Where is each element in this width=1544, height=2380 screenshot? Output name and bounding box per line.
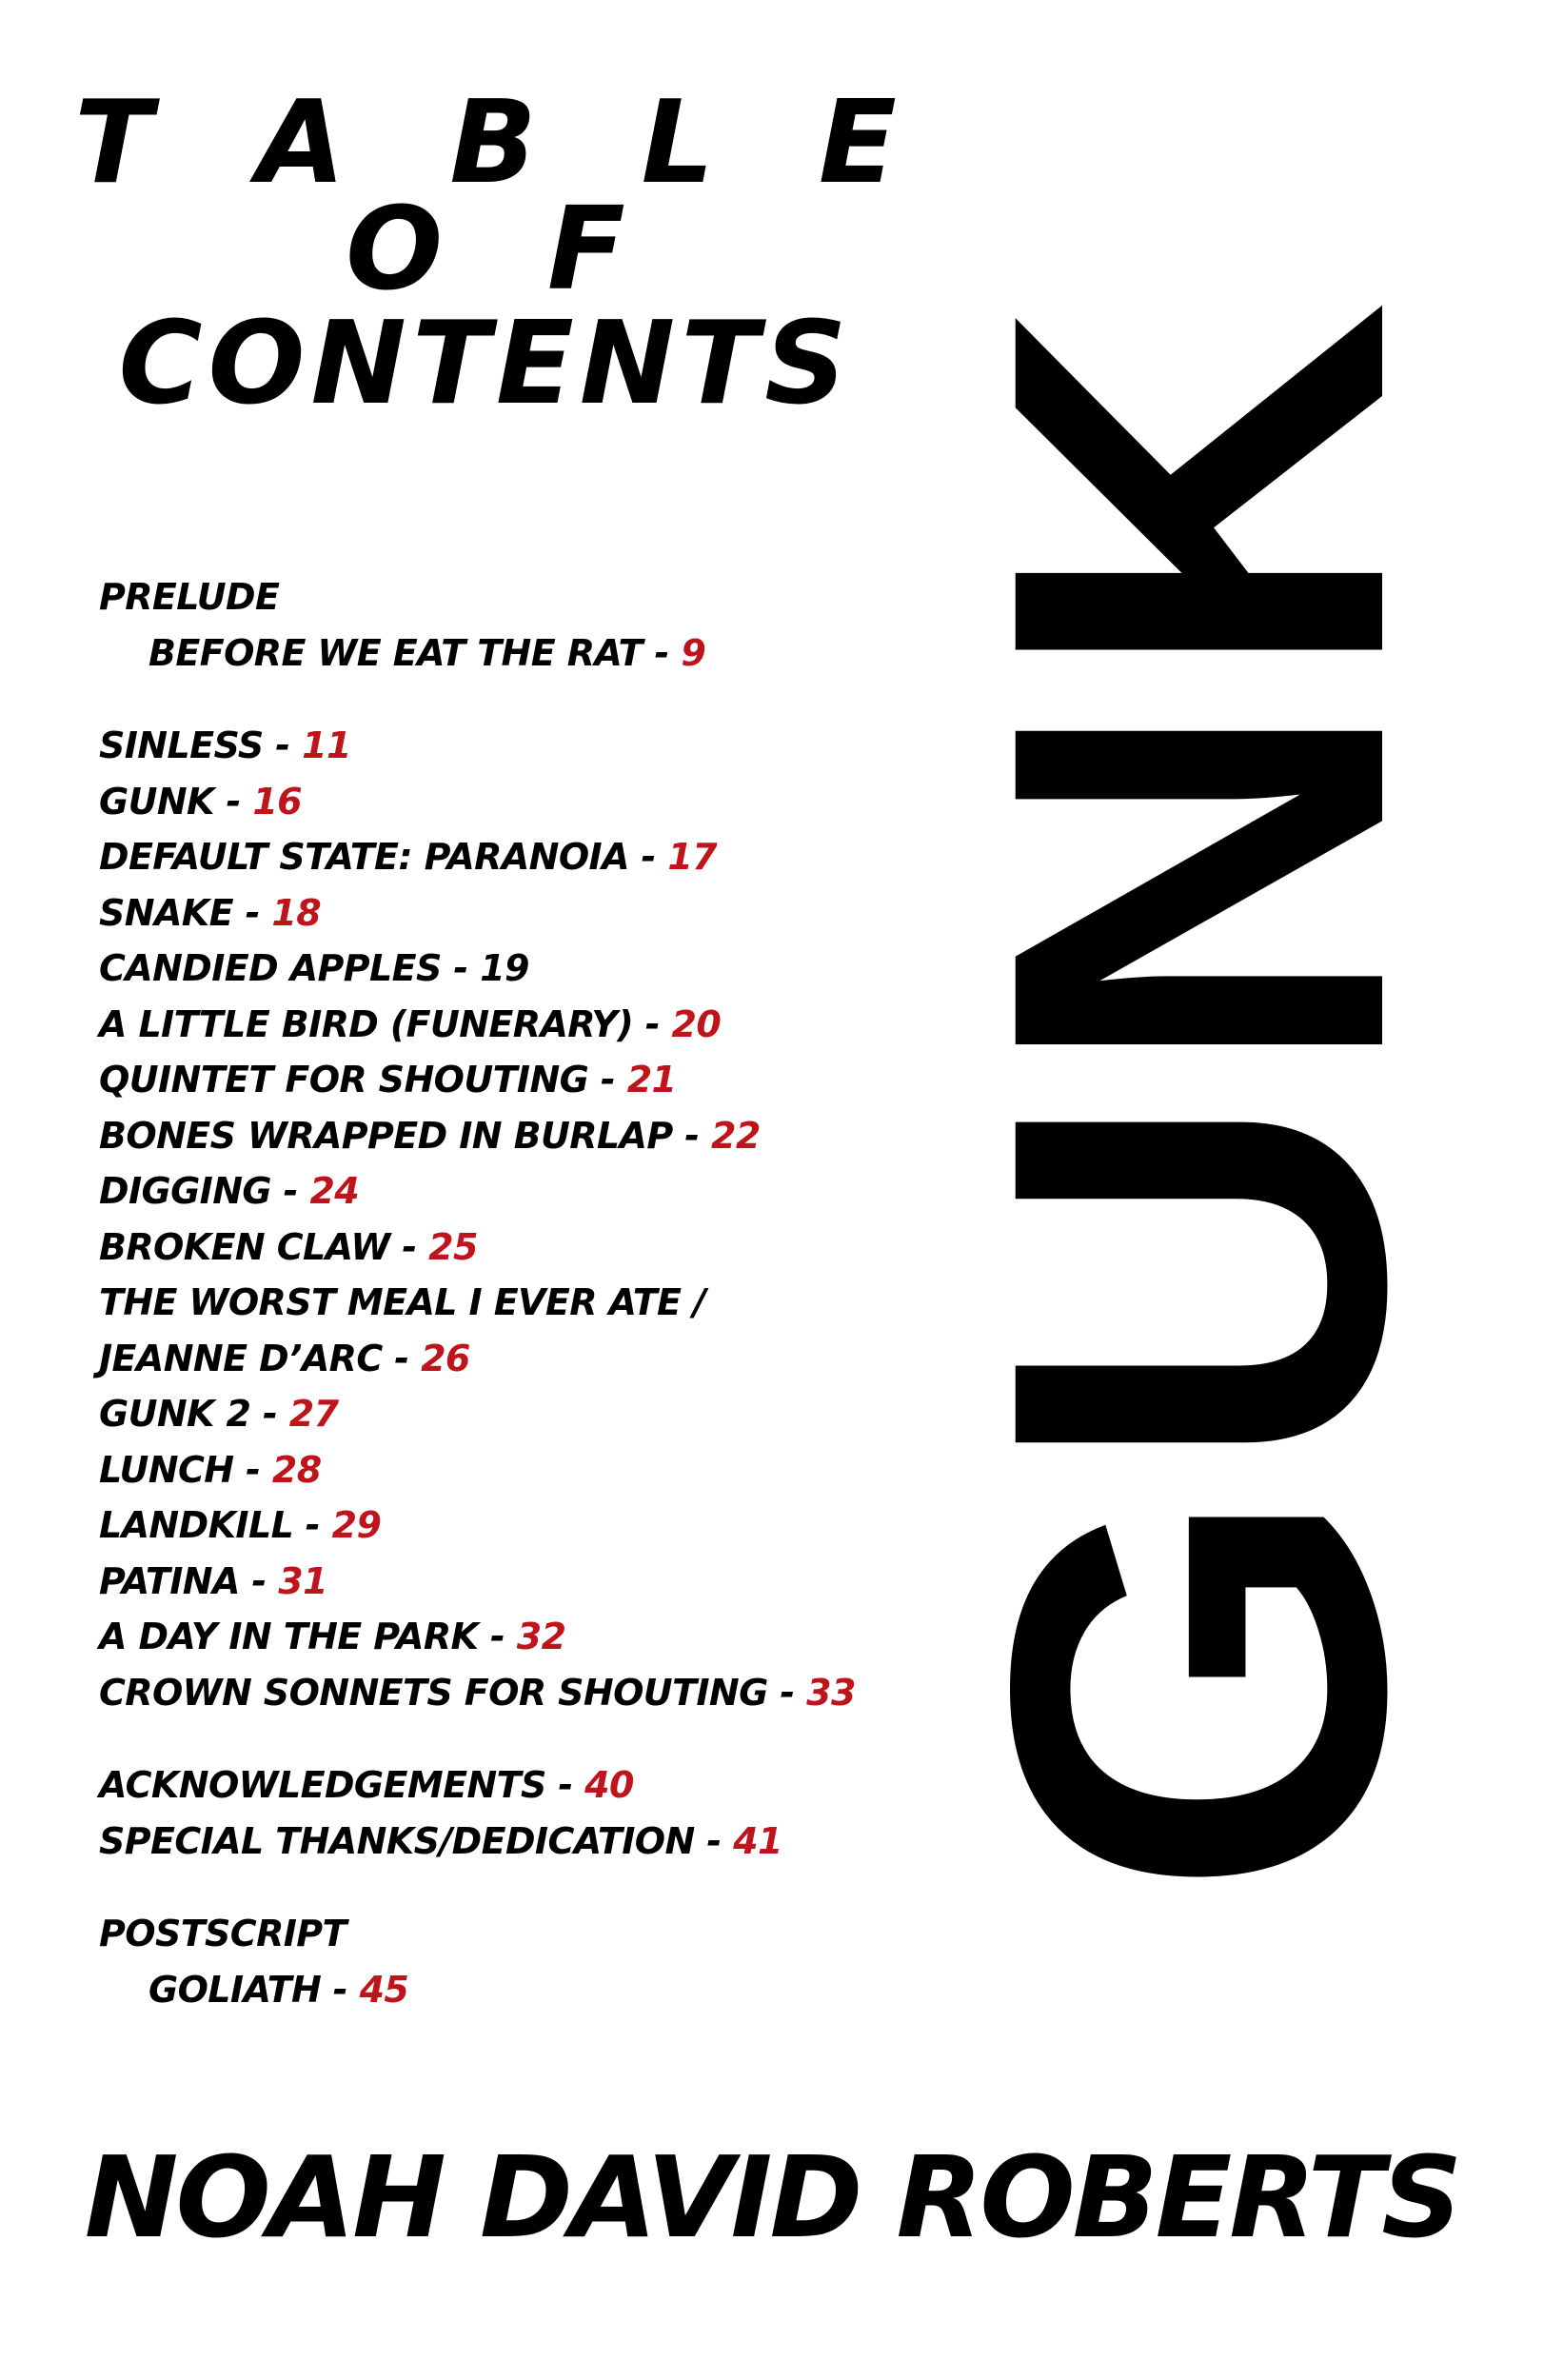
toc-entry-crown-sonnets xyxy=(99,1665,956,1721)
toc-entry-page: 26 xyxy=(421,1337,470,1379)
toc-entry-page: 11 xyxy=(302,724,351,766)
toc-entry-title: A DAY IN THE PARK - xyxy=(99,1616,517,1657)
toc-entry-title: ACKNOWLEDGEMENTS - xyxy=(99,1764,585,1806)
toc-heading-line-2: O F xyxy=(346,184,658,316)
toc-entry-snake xyxy=(99,885,956,942)
toc-entry-page: 21 xyxy=(626,1059,677,1101)
toc-entry-acknowledgements xyxy=(99,1757,956,1814)
toc-entry-patina xyxy=(99,1554,956,1610)
toc-entry-title: THE WORST MEAL I EVER ATE / xyxy=(99,1281,706,1323)
toc-entry-jeanne-darc xyxy=(99,1331,956,1387)
toc-heading xyxy=(57,77,929,430)
toc-entry-prelude xyxy=(99,569,956,625)
toc-entry-title: GUNK - xyxy=(99,780,253,823)
toc-entry-title: BONES WRAPPED IN BURLAP - xyxy=(99,1114,711,1157)
toc-entry-bones-wrapped-in-burlap xyxy=(99,1108,956,1164)
toc-entry-page: 45 xyxy=(359,1968,409,2011)
toc-entry-page: 16 xyxy=(252,780,303,823)
toc-entry-title: PATINA - xyxy=(99,1559,279,1602)
toc-entry-the-worst-meal xyxy=(99,1275,956,1331)
toc-entry-page: 22 xyxy=(711,1114,761,1157)
toc-entry-title: DIGGING - xyxy=(99,1170,310,1212)
toc-entry-page: 28 xyxy=(271,1448,322,1491)
toc-entry-page: 31 xyxy=(278,1559,327,1602)
toc-entry-goliath xyxy=(99,1962,956,2018)
toc-entry-title: CANDIED APPLES - xyxy=(99,947,481,989)
book-title: GUNK xyxy=(900,290,1495,1899)
toc-entry-page: 24 xyxy=(309,1170,360,1212)
toc-entry-page: 29 xyxy=(331,1504,382,1546)
toc-entry-gunk-2 xyxy=(99,1386,956,1442)
toc-list xyxy=(99,569,956,2017)
toc-entry-title: LUNCH - xyxy=(99,1448,272,1491)
toc-entry-title: GUNK 2 - xyxy=(99,1393,289,1435)
toc-entry-gunk xyxy=(99,774,956,830)
toc-entry-title: CROWN SONNETS FOR SHOUTING - xyxy=(99,1671,807,1714)
toc-entry-page: 17 xyxy=(667,836,718,878)
toc-entry-title: A LITTLE BIRD (FUNERARY) - xyxy=(99,1002,672,1045)
toc-entry-special-thanks xyxy=(99,1814,956,1870)
toc-entry-page: 9 xyxy=(681,631,706,674)
toc-entry-sinless xyxy=(99,718,956,774)
toc-entry-title: BROKEN CLAW - xyxy=(99,1225,429,1268)
toc-entry-digging xyxy=(99,1163,956,1220)
toc-entry-a-little-bird xyxy=(99,997,956,1053)
toc-entry-a-day-in-the-park xyxy=(99,1609,956,1665)
toc-entry-title: SINLESS - xyxy=(99,724,303,766)
toc-entry-page: 32 xyxy=(516,1616,566,1657)
toc-entry-before-we-eat-the-rat xyxy=(99,625,956,682)
toc-entry-postscript xyxy=(99,1906,956,1962)
toc-entry-title: SNAKE - xyxy=(99,891,272,934)
toc-entry-title: JEANNE D’ARC - xyxy=(99,1337,422,1379)
toc-entry-page: 40 xyxy=(584,1764,634,1806)
toc-heading-line-3: CONTENTS xyxy=(118,298,853,430)
toc-entry-landkill xyxy=(99,1497,956,1554)
toc-entry-title: BEFORE WE EAT THE RAT - xyxy=(148,631,682,674)
toc-entry-page: 19 xyxy=(480,947,529,989)
toc-entry-quintet-for-shouting xyxy=(99,1052,956,1108)
toc-entry-candied-apples xyxy=(99,941,956,997)
toc-entry-title: DEFAULT STATE: PARANOIA - xyxy=(99,836,668,878)
toc-entry-page: 25 xyxy=(428,1225,478,1268)
toc-entry-default-state-paranoia xyxy=(99,829,956,885)
toc-entry-broken-claw xyxy=(99,1220,956,1276)
toc-entry-page: 41 xyxy=(733,1819,782,1862)
toc-entry-title: GOLIATH - xyxy=(148,1968,360,2011)
author-name: NOAH DAVID ROBERTS xyxy=(84,2132,1460,2263)
toc-entry-lunch xyxy=(99,1442,956,1498)
toc-entry-title: QUINTET FOR SHOUTING - xyxy=(99,1059,627,1101)
toc-entry-page: 33 xyxy=(806,1671,856,1714)
toc-entry-title: SPECIAL THANKS/DEDICATION - xyxy=(99,1819,734,1862)
toc-entry-page: 18 xyxy=(271,891,322,934)
toc-entry-page: 27 xyxy=(288,1393,339,1435)
toc-entry-title: POSTSCRIPT xyxy=(99,1913,346,1954)
toc-heading-line-1: T A B L E xyxy=(74,77,929,209)
toc-entry-page: 20 xyxy=(671,1002,722,1045)
toc-entry-title: PRELUDE xyxy=(99,576,280,618)
toc-entry-title: LANDKILL - xyxy=(99,1504,332,1546)
